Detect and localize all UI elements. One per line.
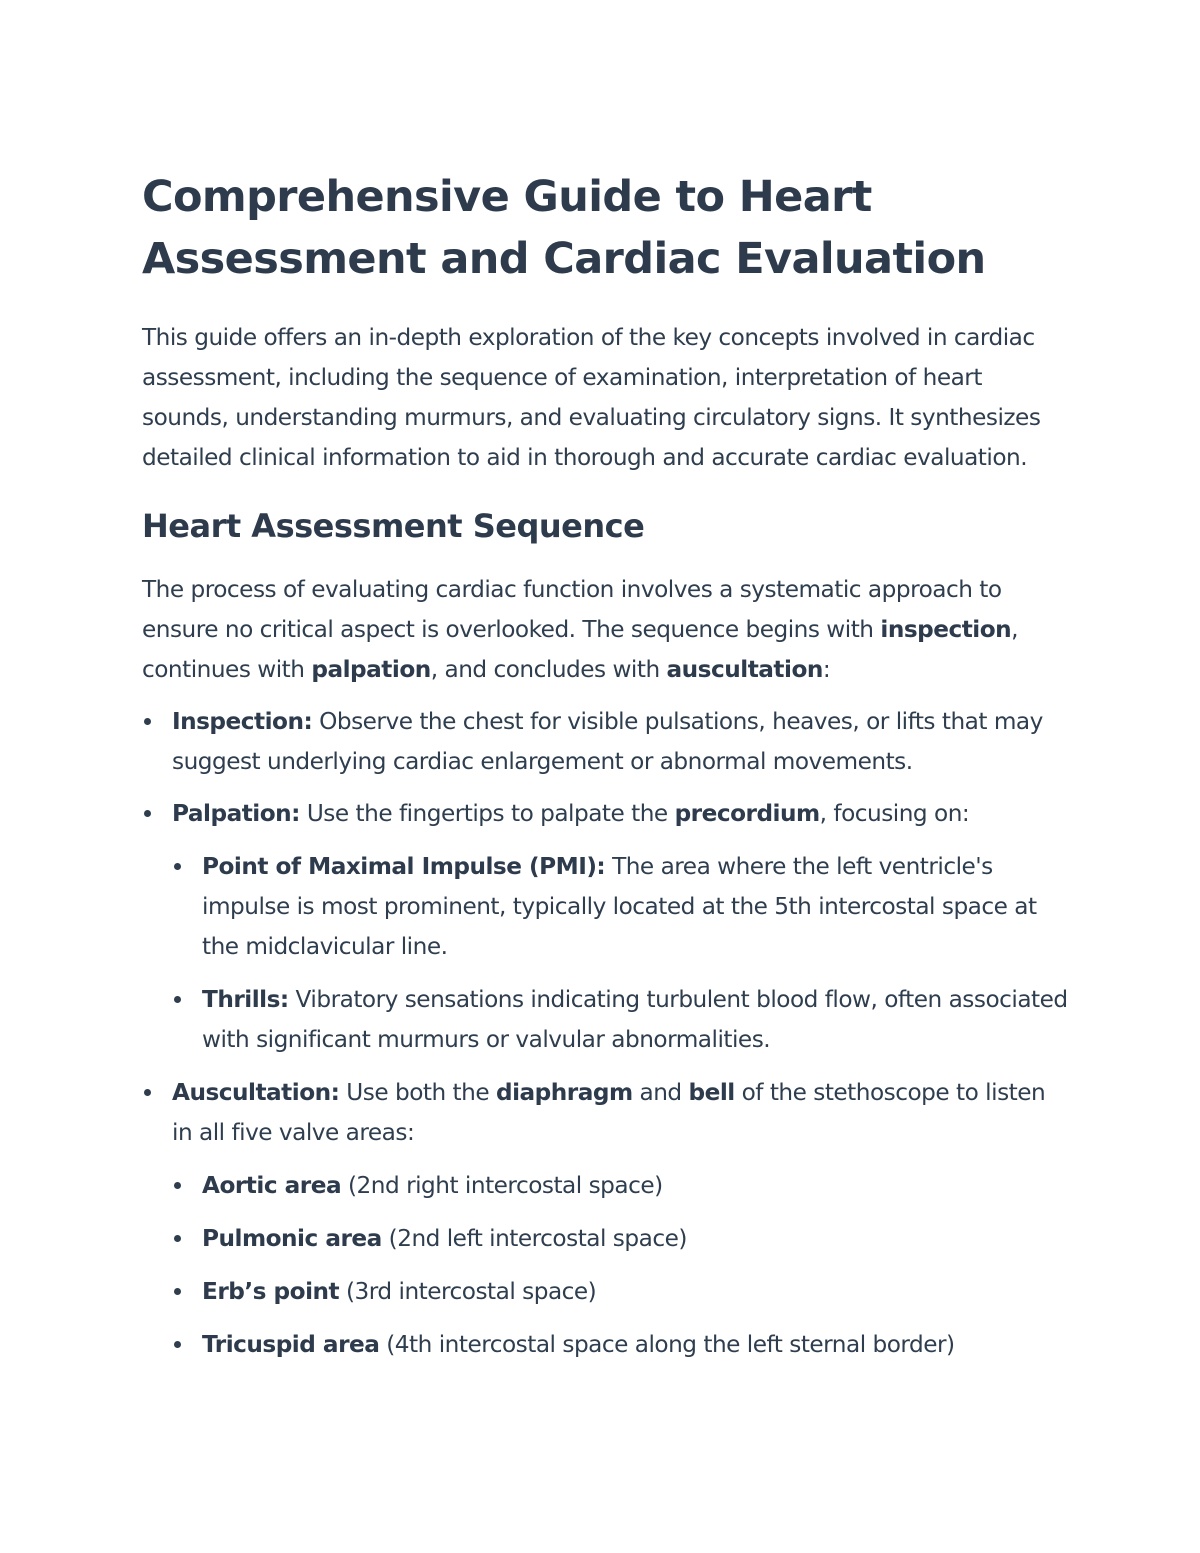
sequence-text-4: : xyxy=(822,656,831,683)
section-heading: Heart Assessment Sequence xyxy=(142,507,645,545)
bullet-icon xyxy=(144,810,151,817)
bullet-icon xyxy=(174,1235,181,1242)
palpation-label: Palpation: xyxy=(172,800,300,827)
palpation-bold-precordium: precordium xyxy=(674,800,820,827)
valve-areas-sublist xyxy=(172,1166,1072,1365)
assessment-steps-list xyxy=(142,702,1072,1365)
area-desc: (2nd left intercostal space) xyxy=(381,1225,687,1252)
document-page xyxy=(142,166,1072,1378)
area-desc: (4th intercostal space along the left sternal border) xyxy=(379,1331,955,1358)
auscultation-text-2: and xyxy=(632,1079,689,1106)
bullet-icon xyxy=(174,1341,181,1348)
list-item-inspection xyxy=(142,702,1072,782)
area-name: Pulmonic area xyxy=(202,1225,382,1252)
bullet-icon xyxy=(174,996,181,1003)
list-item-thrills xyxy=(172,980,1072,1060)
palpation-text-1: Use the fingertips to palpate the xyxy=(299,800,675,827)
area-name: Tricuspid area xyxy=(202,1331,380,1358)
sequence-paragraph xyxy=(142,570,1072,690)
list-item-pmi xyxy=(172,847,1072,967)
list-item-aortic-area xyxy=(172,1166,1072,1206)
intro-paragraph: This guide offers an in-depth exploration of the key concepts involved in cardiac assessment, including the sequence of examination, interpretation of heart sounds, understanding murmurs, and evaluating circulatory signs. It synthesizes detailed clinical information to aid in thorough and accurate cardiac evaluation. xyxy=(142,324,1041,471)
inspection-label: Inspection: xyxy=(172,708,313,735)
list-item-auscultation xyxy=(142,1073,1072,1365)
list-item-palpation xyxy=(142,794,1072,1060)
auscultation-bold-bell: bell xyxy=(688,1079,735,1106)
sequence-text-3: , and concludes with xyxy=(430,656,667,683)
list-item-pulmonic-area xyxy=(172,1219,1072,1259)
bullet-icon xyxy=(174,1288,181,1295)
area-desc: (3rd intercostal space) xyxy=(339,1278,597,1305)
thrills-label: Thrills: xyxy=(202,986,289,1013)
area-name: Aortic area xyxy=(202,1172,342,1199)
palpation-text-2: , focusing on: xyxy=(819,800,970,827)
auscultation-text-1: Use both the xyxy=(339,1079,496,1106)
auscultation-text-3: of the stethoscope to listen in all five valve areas: xyxy=(172,1079,1046,1146)
inspection-text: Observe the chest for visible pulsations, heaves, or lifts that may suggest underlying cardiac enlargement or abnormal movements. xyxy=(172,708,1043,775)
list-item-erbs-point xyxy=(172,1272,1072,1312)
pmi-text: The area where the left ventricle's impulse is most prominent, typically located at the 5th intercostal space at the midclavicular line. xyxy=(202,853,1037,960)
pmi-label: Point of Maximal Impulse (PMI): xyxy=(202,853,606,880)
thrills-text: Vibratory sensations indicating turbulent blood flow, often associated with significant murmurs or valvular abnormalities. xyxy=(202,986,1068,1053)
list-item-tricuspid-area xyxy=(172,1325,1072,1365)
auscultation-bold-diaphragm: diaphragm xyxy=(495,1079,633,1106)
document-title: Comprehensive Guide to Heart Assessment and Cardiac Evaluation xyxy=(142,172,986,284)
area-name: Erb’s point xyxy=(202,1278,340,1305)
area-desc: (2nd right intercostal space) xyxy=(341,1172,663,1199)
sequence-bold-auscultation: auscultation xyxy=(666,656,823,683)
auscultation-label: Auscultation: xyxy=(172,1079,340,1106)
sequence-text-2: , continues with xyxy=(142,616,1019,683)
bullet-icon xyxy=(144,1089,151,1096)
sequence-bold-inspection: inspection xyxy=(880,616,1012,643)
sequence-text-1: The process of evaluating cardiac function involves a systematic approach to ensure no critical aspect is overlooked. The sequence begins with xyxy=(142,576,1002,643)
bullet-icon xyxy=(144,718,151,725)
bullet-icon xyxy=(174,863,181,870)
bullet-icon xyxy=(174,1182,181,1189)
palpation-sublist xyxy=(172,847,1072,1060)
sequence-bold-palpation: palpation xyxy=(311,656,431,683)
